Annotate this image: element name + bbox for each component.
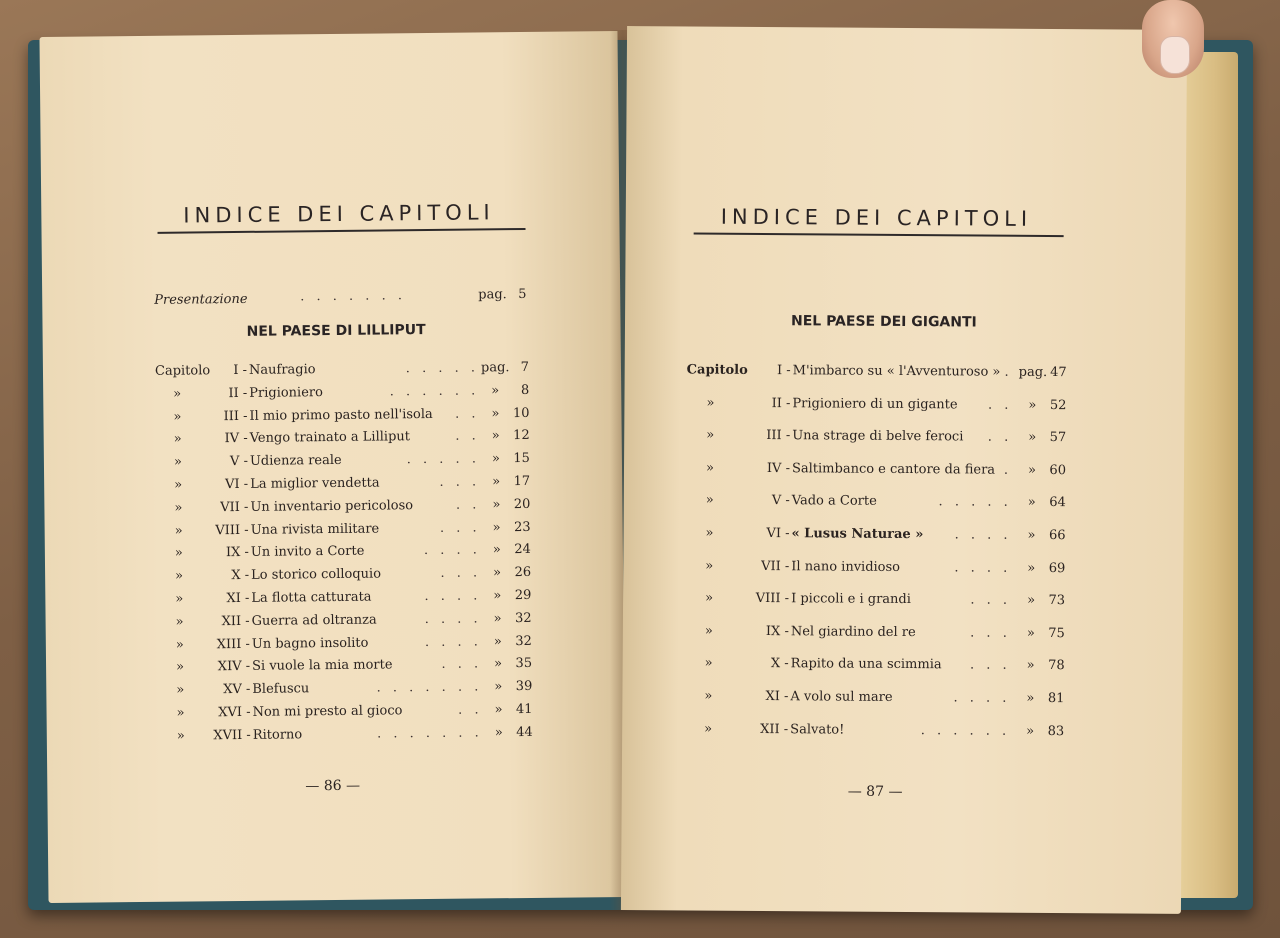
ditto-mark: » [493,633,502,649]
page-number: 69 [1048,560,1066,576]
toc-entry [685,623,1065,648]
leader-dots: . . [987,429,1013,445]
chapter-numeral: IX - [225,545,249,561]
page-number: 12 [513,428,530,444]
chapter-title: Lo storico colloquio [251,566,382,584]
ditto-mark: » [1026,723,1035,739]
chapter-title: Prigioniero [249,384,323,401]
chapter-numeral: VII - [220,499,249,515]
toc-entry [686,460,1066,485]
chapter-numeral: XV - [223,682,251,698]
toc-entry [685,656,1065,681]
ditto-mark: » [493,656,503,672]
right-section-title: NEL PAESE DEI GIGANTI [790,313,977,331]
chapter-title: Nel giardino del re [790,624,916,640]
leader-dots: . . . . [424,634,482,650]
leader-dots: . . . [969,657,1011,674]
leader-dots: . . . . [423,542,481,559]
ditto-mark: » [1028,397,1037,413]
ditto-mark: » [493,588,502,604]
ditto-mark: » [173,431,182,448]
ditto-mark: » [1027,462,1037,478]
chapter-title: Vado a Corte [791,493,877,510]
page-number: 26 [514,565,532,581]
toc-entry [158,679,532,705]
page-number: 29 [514,587,532,604]
chapter-numeral: IV - [766,460,791,477]
ditto-mark: » [491,428,500,444]
page-number: 24 [514,542,531,558]
chapter-title: Un bagno insolito [251,635,369,652]
ditto-mark: » [491,451,500,467]
ditto-mark: » [705,460,715,476]
capitolo-label: Capitolo [686,362,748,378]
toc-entry [158,702,532,728]
page-number: 57 [1049,430,1067,446]
ditto-mark: » [494,679,503,695]
page-number: 10 [512,405,530,421]
chapter-numeral: VIII - [755,591,790,607]
pag-label: pag. [480,360,510,376]
page-number: 83 [1047,723,1065,739]
chapter-numeral: V - [771,493,790,509]
ditto-mark: » [493,565,502,581]
leader-dots: . . . [970,625,1011,641]
leader-dots: . [1004,364,1013,380]
toc-entry [158,634,532,660]
ditto-mark: » [1028,430,1037,446]
ditto-mark: » [492,474,501,490]
chapter-title: Ritorno [252,727,303,743]
chapter-title: M'imbarco su « l'Avventuroso » [792,363,1001,380]
chapter-title: Prigioniero di un gigante [792,395,958,412]
chapter-numeral: XI - [765,689,789,705]
leader-dots: . . . . . . . [376,679,483,696]
ditto-mark: » [176,705,185,721]
ditto-mark: » [174,523,183,539]
leader-dots: . [1003,462,1013,478]
chapter-numeral: XVII - [213,727,251,744]
leader-dots: . . . . . . [389,383,480,400]
left-folio: — 86 — [305,777,361,795]
chapter-numeral: XIII - [216,636,250,652]
presentazione-label: Presentazione [154,291,248,308]
ditto-mark: » [1027,560,1036,576]
ditto-mark: » [174,477,183,493]
page-number: 39 [515,679,533,695]
ditto-mark: » [491,405,500,421]
chapter-title: Rapito da una scimmia [790,656,942,673]
page-number: 64 [1049,495,1066,511]
page-number: 23 [514,519,531,535]
chapter-title: « Lusus Naturae » [791,526,924,543]
page-number: 20 [513,496,531,512]
page-number: 81 [1047,691,1065,707]
page-number: 66 [1048,528,1066,544]
chapter-numeral: I - [233,362,248,379]
ditto-mark: » [1026,625,1035,641]
capitolo-label: Capitolo [154,363,211,379]
leader-dots: . . [455,497,481,513]
right-toc-title: INDICE DEI CAPITOLI [720,204,1033,231]
page-number: 44 [516,724,533,740]
leader-dots: . . . [439,474,481,490]
leader-dots: . . . [970,592,1012,608]
toc-entry [155,360,529,386]
chapter-title: Un invito a Corte [250,544,365,561]
leader-dots: . . . . [424,611,482,627]
right-folio: — 87 — [847,783,903,800]
ditto-mark: » [174,500,183,516]
ditto-mark: » [494,725,503,741]
toc-entry [156,497,530,523]
toc-entry [685,525,1065,550]
ditto-mark: » [706,427,715,443]
chapter-title: A volo sul mare [790,689,893,705]
ditto-mark: » [173,386,182,402]
leader-dots: . . . [440,565,482,582]
leader-dots: . . . [441,656,483,673]
left-title-rule [158,228,526,234]
toc-entry [156,428,530,454]
ditto-mark: » [705,493,714,509]
page-number: 15 [513,451,531,467]
toc-entry [157,542,531,568]
chapter-title: Il mio primo pasto nell'isola [249,406,433,424]
ditto-mark: » [173,454,182,470]
ditto-mark: » [1026,690,1035,706]
page-number: 7 [520,359,530,376]
fingernail [1160,36,1190,74]
chapter-numeral: III - [223,408,248,424]
toc-entry [157,520,531,546]
leader-dots: . . . . [424,588,482,605]
toc-entry [156,451,530,477]
chapter-title: Udienza reale [249,453,342,470]
ditto-mark: » [705,525,714,541]
toc-entry [157,565,531,591]
chapter-title: Il nano invidioso [791,558,901,575]
ditto-mark: » [494,702,503,718]
presentazione-pag: pag. [478,287,507,303]
chapter-numeral: VII - [761,558,790,574]
leader-dots: . . . . . [405,360,480,377]
toc-entry [156,474,530,500]
page-number: 32 [514,610,532,626]
right-page [621,26,1187,914]
page-number: 32 [515,633,532,649]
leader-dots: . . [454,406,480,422]
toc-entry [155,406,529,432]
page-number: 73 [1048,593,1066,609]
chapter-numeral: III - [766,428,791,444]
right-title-rule [694,233,1064,238]
chapter-title: I piccoli e i grandi [791,591,911,608]
chapter-title: Salvato! [790,721,845,738]
chapter-numeral: XIV - [217,659,251,675]
ditto-mark: » [175,614,184,630]
chapter-title: Una strage di belve feroci [792,428,964,445]
toc-entry [686,428,1066,453]
ditto-mark: » [706,395,715,411]
ditto-mark: » [704,688,713,704]
chapter-numeral: VI - [225,476,249,493]
chapter-numeral: II - [771,395,791,411]
chapter-title: Si vuole la mia morte [252,657,393,675]
leader-dots: . . . . [953,690,1011,706]
page-number: 17 [513,473,531,490]
chapter-title: Un inventario pericoloso [250,497,414,515]
leader-dots: . . [987,397,1013,413]
chapter-numeral: VI - [766,526,790,542]
ditto-mark: » [176,659,185,676]
ditto-mark: » [492,497,501,513]
ditto-mark: » [175,568,184,584]
chapter-title: Non mi presto al gioco [252,703,403,720]
page-number: 8 [520,382,530,398]
leader-dots: . . . . . [938,494,1012,511]
leader-dots: . . . [439,520,481,536]
toc-entry [686,395,1066,420]
toc-entry [685,591,1065,616]
leader-dots: . . [455,428,480,445]
ditto-mark: » [705,558,714,574]
leader-dots: . . . . [954,527,1012,543]
ditto-mark: » [704,721,713,737]
page-number: 41 [515,701,533,718]
chapter-title: Guerra ad oltranza [251,612,377,629]
ditto-mark: » [491,383,500,399]
page-number: 60 [1049,462,1067,478]
ditto-mark: » [1027,527,1036,543]
leader-dots: . . . . . [406,451,481,468]
ditto-mark: » [704,623,713,639]
chapter-numeral: XI - [226,590,250,607]
toc-entry [686,493,1066,518]
toc-entry [685,558,1065,583]
chapter-title: Vengo trainato a Lilliput [249,429,411,447]
presentazione-page: 5 [518,286,527,303]
chapter-numeral: IV - [224,431,248,447]
ditto-mark: » [175,637,184,653]
ditto-mark: » [1026,658,1035,674]
page-number: 78 [1048,658,1065,674]
chapter-numeral: X - [770,656,789,672]
page-number: 52 [1049,397,1067,413]
leader-dots: . . [458,702,483,718]
chapter-numeral: XII - [221,613,250,629]
chapter-title: La miglior vendetta [250,475,380,492]
leader-dots: . . . . . . . [376,725,483,742]
ditto-mark: » [176,682,185,698]
ditto-mark: » [176,728,185,744]
left-toc-title: INDICE DEI CAPITOLI [183,200,495,228]
left-section-title: NEL PAESE DI LILLIPUT [246,322,426,340]
pag-label: pag. [1018,364,1048,380]
toc-entry [158,656,532,682]
page-number: 35 [515,656,533,672]
chapter-numeral: V - [229,454,249,470]
toc-entry [158,611,532,637]
chapter-numeral: II - [228,385,248,401]
ditto-mark: » [174,545,183,562]
chapter-numeral: XII - [760,721,789,737]
ditto-mark: » [1027,495,1036,511]
chapter-numeral: XVI - [218,704,251,721]
chapter-title: Blefuscu [252,681,310,698]
chapter-numeral: X - [231,568,250,584]
chapter-title: Naufragio [248,362,316,378]
ditto-mark: » [492,542,501,558]
toc-entry [687,362,1067,387]
ditto-mark: » [173,409,182,425]
ditto-mark: » [704,656,713,672]
chapter-title: La flotta catturata [251,589,372,606]
chapter-title: Una rivista militare [250,521,380,538]
presentazione-dots: . . . . . . . [300,288,407,305]
toc-entry [684,688,1064,713]
page-number: 75 [1048,625,1065,641]
leader-dots: . . . . . . [920,722,1011,739]
chapter-title: Saltimbanco e cantore da fiera [791,461,996,478]
ditto-mark: » [705,590,714,606]
ditto-mark: » [175,591,184,607]
chapter-numeral: IX - [765,623,789,639]
toc-entry [157,588,531,614]
toc-entry [684,721,1064,746]
ditto-mark: » [493,611,502,627]
chapter-numeral: VIII - [215,522,249,538]
toc-entry [155,383,529,409]
ditto-mark: » [1027,593,1036,609]
chapter-numeral: I - [776,363,791,379]
page-edges [1180,52,1238,898]
toc-entry [159,725,533,751]
leader-dots: . . . . [954,559,1012,576]
page-number: 47 [1050,365,1067,381]
left-page [39,31,626,903]
ditto-mark: » [492,519,501,535]
